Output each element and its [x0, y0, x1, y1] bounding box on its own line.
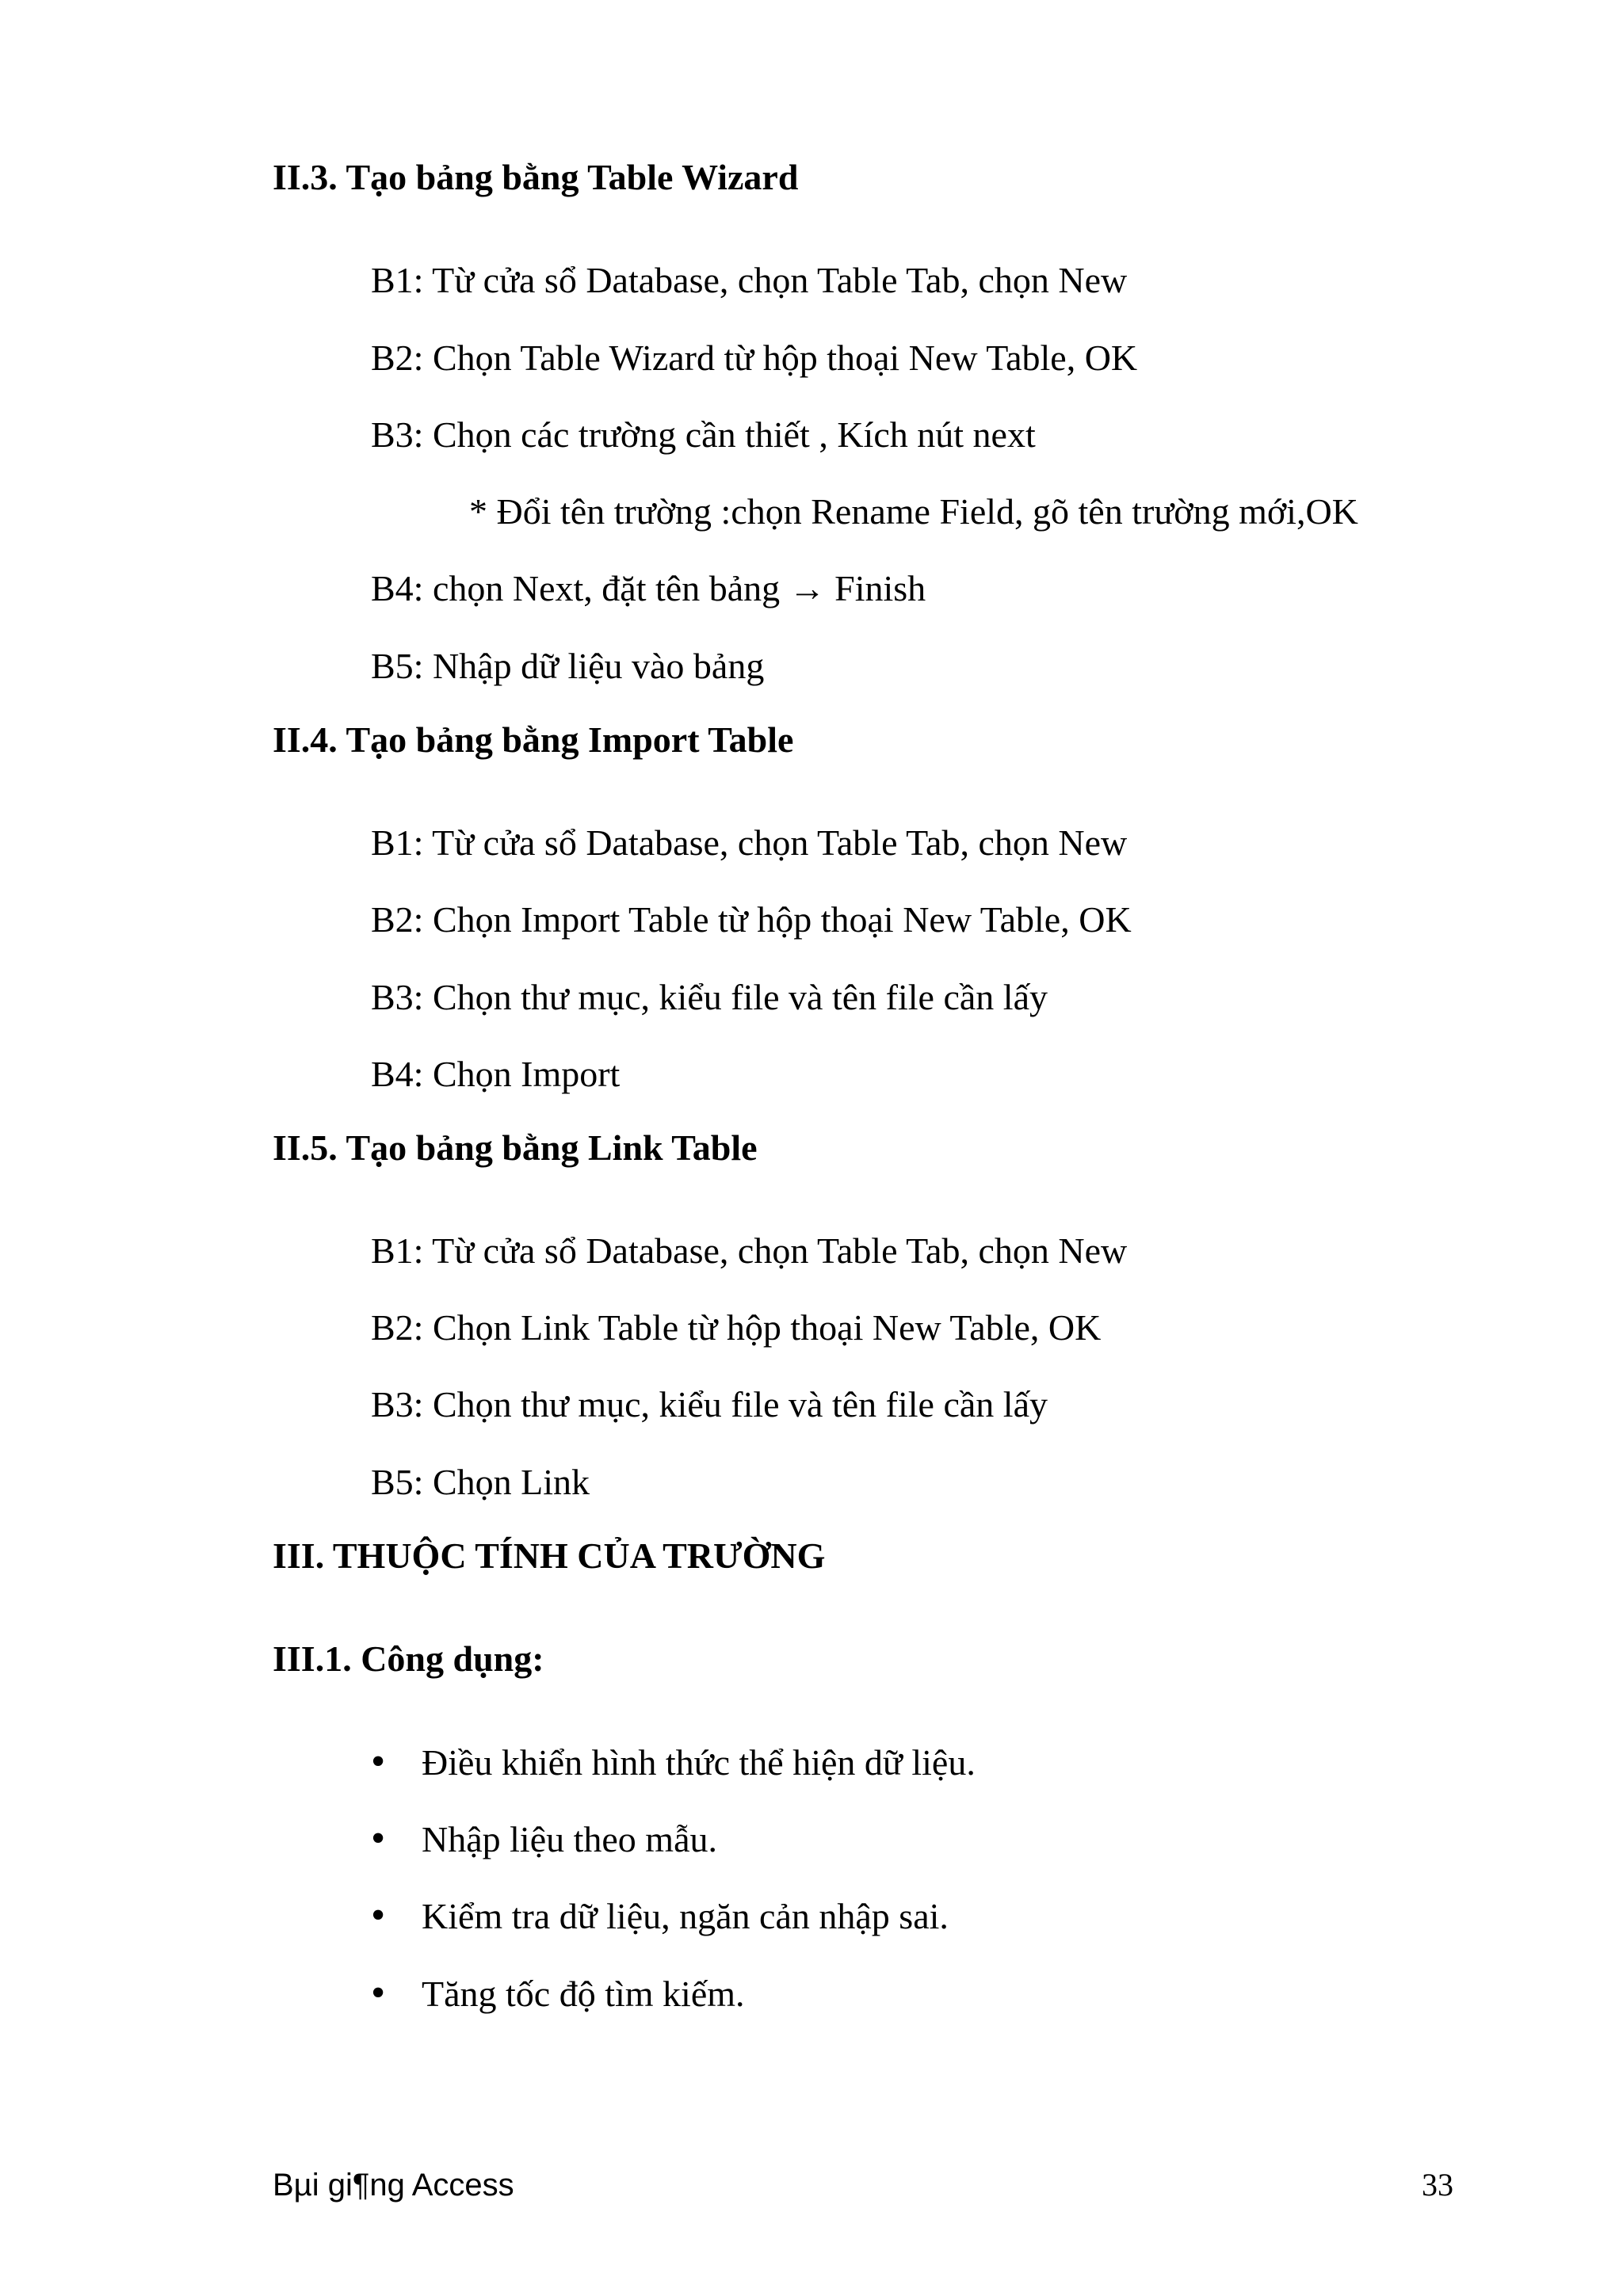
bullet-item [371, 1740, 976, 1785]
section-heading-ii5: II.5. Tạo bảng bằng Link Table [273, 1127, 758, 1168]
section-heading-iii1: III.1. Công dụng: [273, 1638, 544, 1679]
bullet-item [371, 1894, 949, 1939]
page-number: 33 [1422, 2167, 1453, 2203]
step-line: B5: Chọn Link [371, 1462, 590, 1502]
step-note: * Đổi tên trường :chọn Rename Field, gõ tên trường mới,OK [469, 491, 1358, 532]
bullet-icon [371, 1894, 422, 1939]
step-line: B1: Từ cửa sổ Database, chọn Table Tab, chọn New [371, 822, 1128, 863]
bullet-text: Tăng tốc độ tìm kiếm. [422, 1974, 745, 2014]
step-line: B1: Từ cửa sổ Database, chọn Table Tab, chọn New [371, 1230, 1128, 1271]
step-line: B5: Nhập dữ liệu vào bảng [371, 646, 765, 686]
bullet-text: Kiểm tra dữ liệu, ngăn cản nhập sai. [422, 1896, 949, 1936]
step-line: B4: Chọn Import [371, 1054, 621, 1094]
step-line: B3: Chọn các trường cần thiết , Kích nút next [371, 414, 1036, 455]
bullet-icon [371, 1740, 422, 1785]
bullet-text: Nhập liệu theo mẫu. [422, 1819, 718, 1859]
step-line: B4: chọn Next, đặt tên bảng → Finish [371, 568, 926, 608]
bullet-icon [371, 1817, 422, 1862]
section-heading-ii3: II.3. Tạo bảng bằng Table Wizard [273, 157, 799, 197]
step-line: B1: Từ cửa sổ Database, chọn Table Tab, chọn New [371, 260, 1128, 300]
bullet-item [371, 1971, 745, 2016]
footer-title: Bµi gi¶ng Access [273, 2168, 514, 2203]
step-line: B2: Chọn Link Table từ hộp thoại New Table, OK [371, 1307, 1102, 1348]
section-heading-iii: III. THUỘC TÍNH CỦA TRƯỜNG [273, 1535, 826, 1576]
step-line: B2: Chọn Table Wizard từ hộp thoại New Table, OK [371, 338, 1138, 378]
bullet-icon [371, 1971, 422, 2016]
bullet-item [371, 1817, 717, 1862]
bullet-text: Điều khiển hình thức thể hiện dữ liệu. [422, 1742, 976, 1783]
step-line: B3: Chọn thư mục, kiểu file và tên file cần lấy [371, 1384, 1048, 1425]
step-line: B2: Chọn Import Table từ hộp thoại New Table, OK [371, 899, 1132, 940]
section-heading-ii4: II.4. Tạo bảng bằng Import Table [273, 719, 794, 760]
step-line: B3: Chọn thư mục, kiểu file và tên file cần lấy [371, 977, 1048, 1017]
